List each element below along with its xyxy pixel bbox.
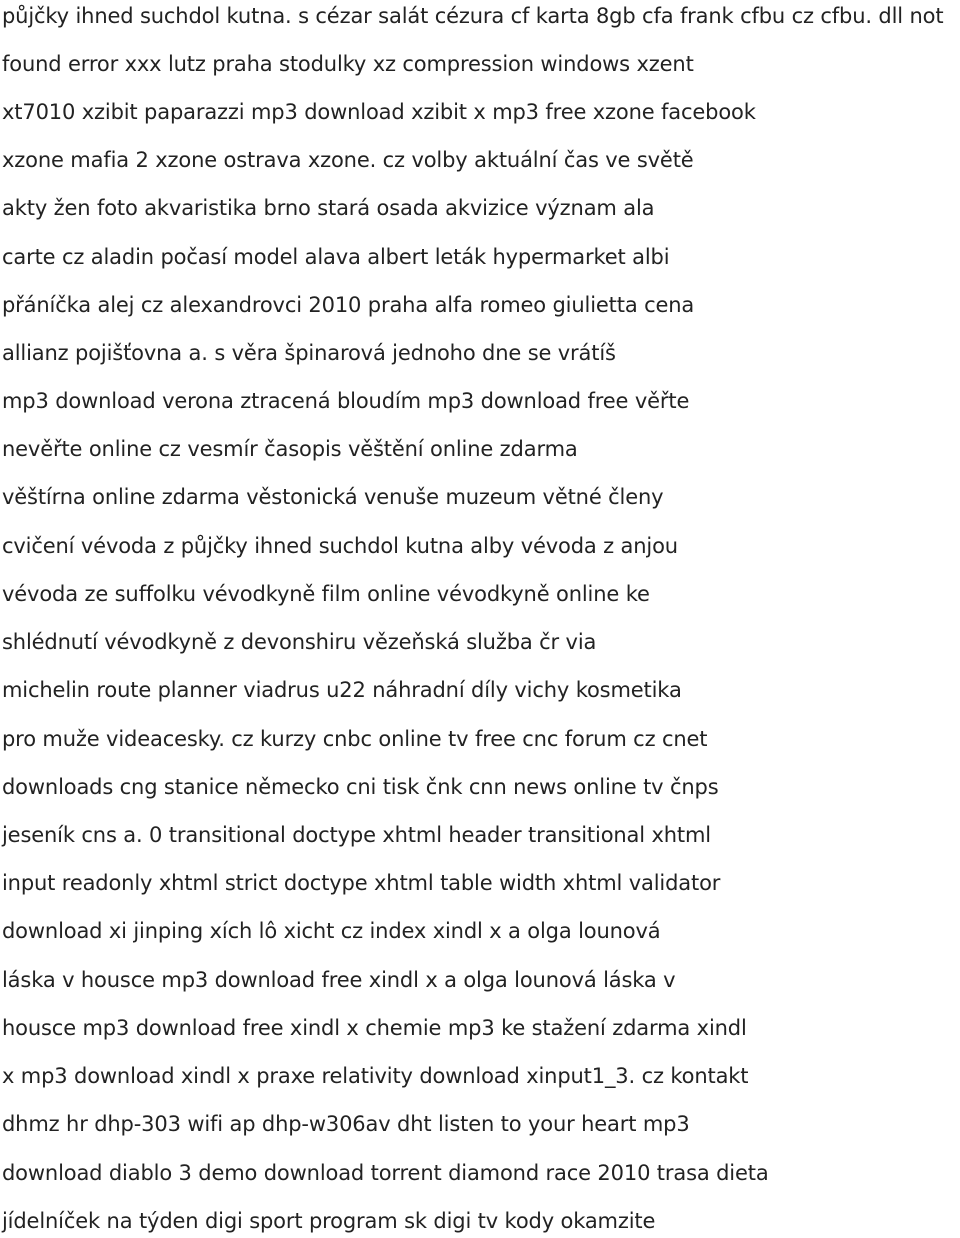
text-line: mp3 download verona ztracená bloudím mp3 download free věřte — [2, 389, 690, 413]
text-line: carte cz aladin počasí model alava albert leták hypermarket albi — [2, 245, 670, 269]
text-line: půjčky ihned suchdol kutna. s cézar salát cézura cf karta 8gb cfa frank cfbu cz cfbu. dll not — [2, 4, 944, 28]
text-line: láska v housce mp3 download free xindl x a olga lounová láska v — [2, 968, 676, 992]
text-line: shlédnutí vévodkyně z devonshiru vězeňská služba čr via — [2, 630, 597, 654]
text-line: x mp3 download xindl x praxe relativity download xinput1_3. cz kontakt — [2, 1064, 749, 1088]
text-line: download diablo 3 demo download torrent diamond race 2010 trasa dieta — [2, 1161, 769, 1185]
text-line: věštírna online zdarma věstonická venuše muzeum větné členy — [2, 485, 664, 509]
text-line: allianz pojišťovna a. s věra špinarová jednoho dne se vrátíš — [2, 341, 616, 365]
text-line: housce mp3 download free xindl x chemie mp3 ke stažení zdarma xindl — [2, 1016, 747, 1040]
text-line: xzone mafia 2 xzone ostrava xzone. cz volby aktuální čas ve světě — [2, 148, 694, 172]
text-line: input readonly xhtml strict doctype xhtml table width xhtml validator — [2, 871, 721, 895]
text-line: xt7010 xzibit paparazzi mp3 download xzibit x mp3 free xzone facebook — [2, 100, 756, 124]
text-line: akty žen foto akvaristika brno stará osada akvizice význam ala — [2, 196, 655, 220]
text-line: found error xxx lutz praha stodulky xz compression windows xzent — [2, 52, 694, 76]
text-line: přáníčka alej cz alexandrovci 2010 praha alfa romeo giulietta cena — [2, 293, 695, 317]
text-line: jídelníček na týden digi sport program sk digi tv kody okamzite — [2, 1209, 656, 1233]
text-line: jeseník cns a. 0 transitional doctype xhtml header transitional xhtml — [2, 823, 711, 847]
text-line: michelin route planner viadrus u22 náhradní díly vichy kosmetika — [2, 678, 682, 702]
text-line: nevěřte online cz vesmír časopis věštění online zdarma — [2, 437, 578, 461]
text-line: dhmz hr dhp-303 wifi ap dhp-w306av dht listen to your heart mp3 — [2, 1112, 690, 1136]
text-line: download xi jinping xích lô xicht cz index xindl x a olga lounová — [2, 919, 661, 943]
text-line: cvičení vévoda z půjčky ihned suchdol kutna alby vévoda z anjou — [2, 534, 678, 558]
text-line: pro muže videacesky. cz kurzy cnbc online tv free cnc forum cz cnet — [2, 727, 708, 751]
text-line: vévoda ze suffolku vévodkyně film online vévodkyně online ke — [2, 582, 650, 606]
text-line: downloads cng stanice německo cni tisk čnk cnn news online tv čnps — [2, 775, 719, 799]
